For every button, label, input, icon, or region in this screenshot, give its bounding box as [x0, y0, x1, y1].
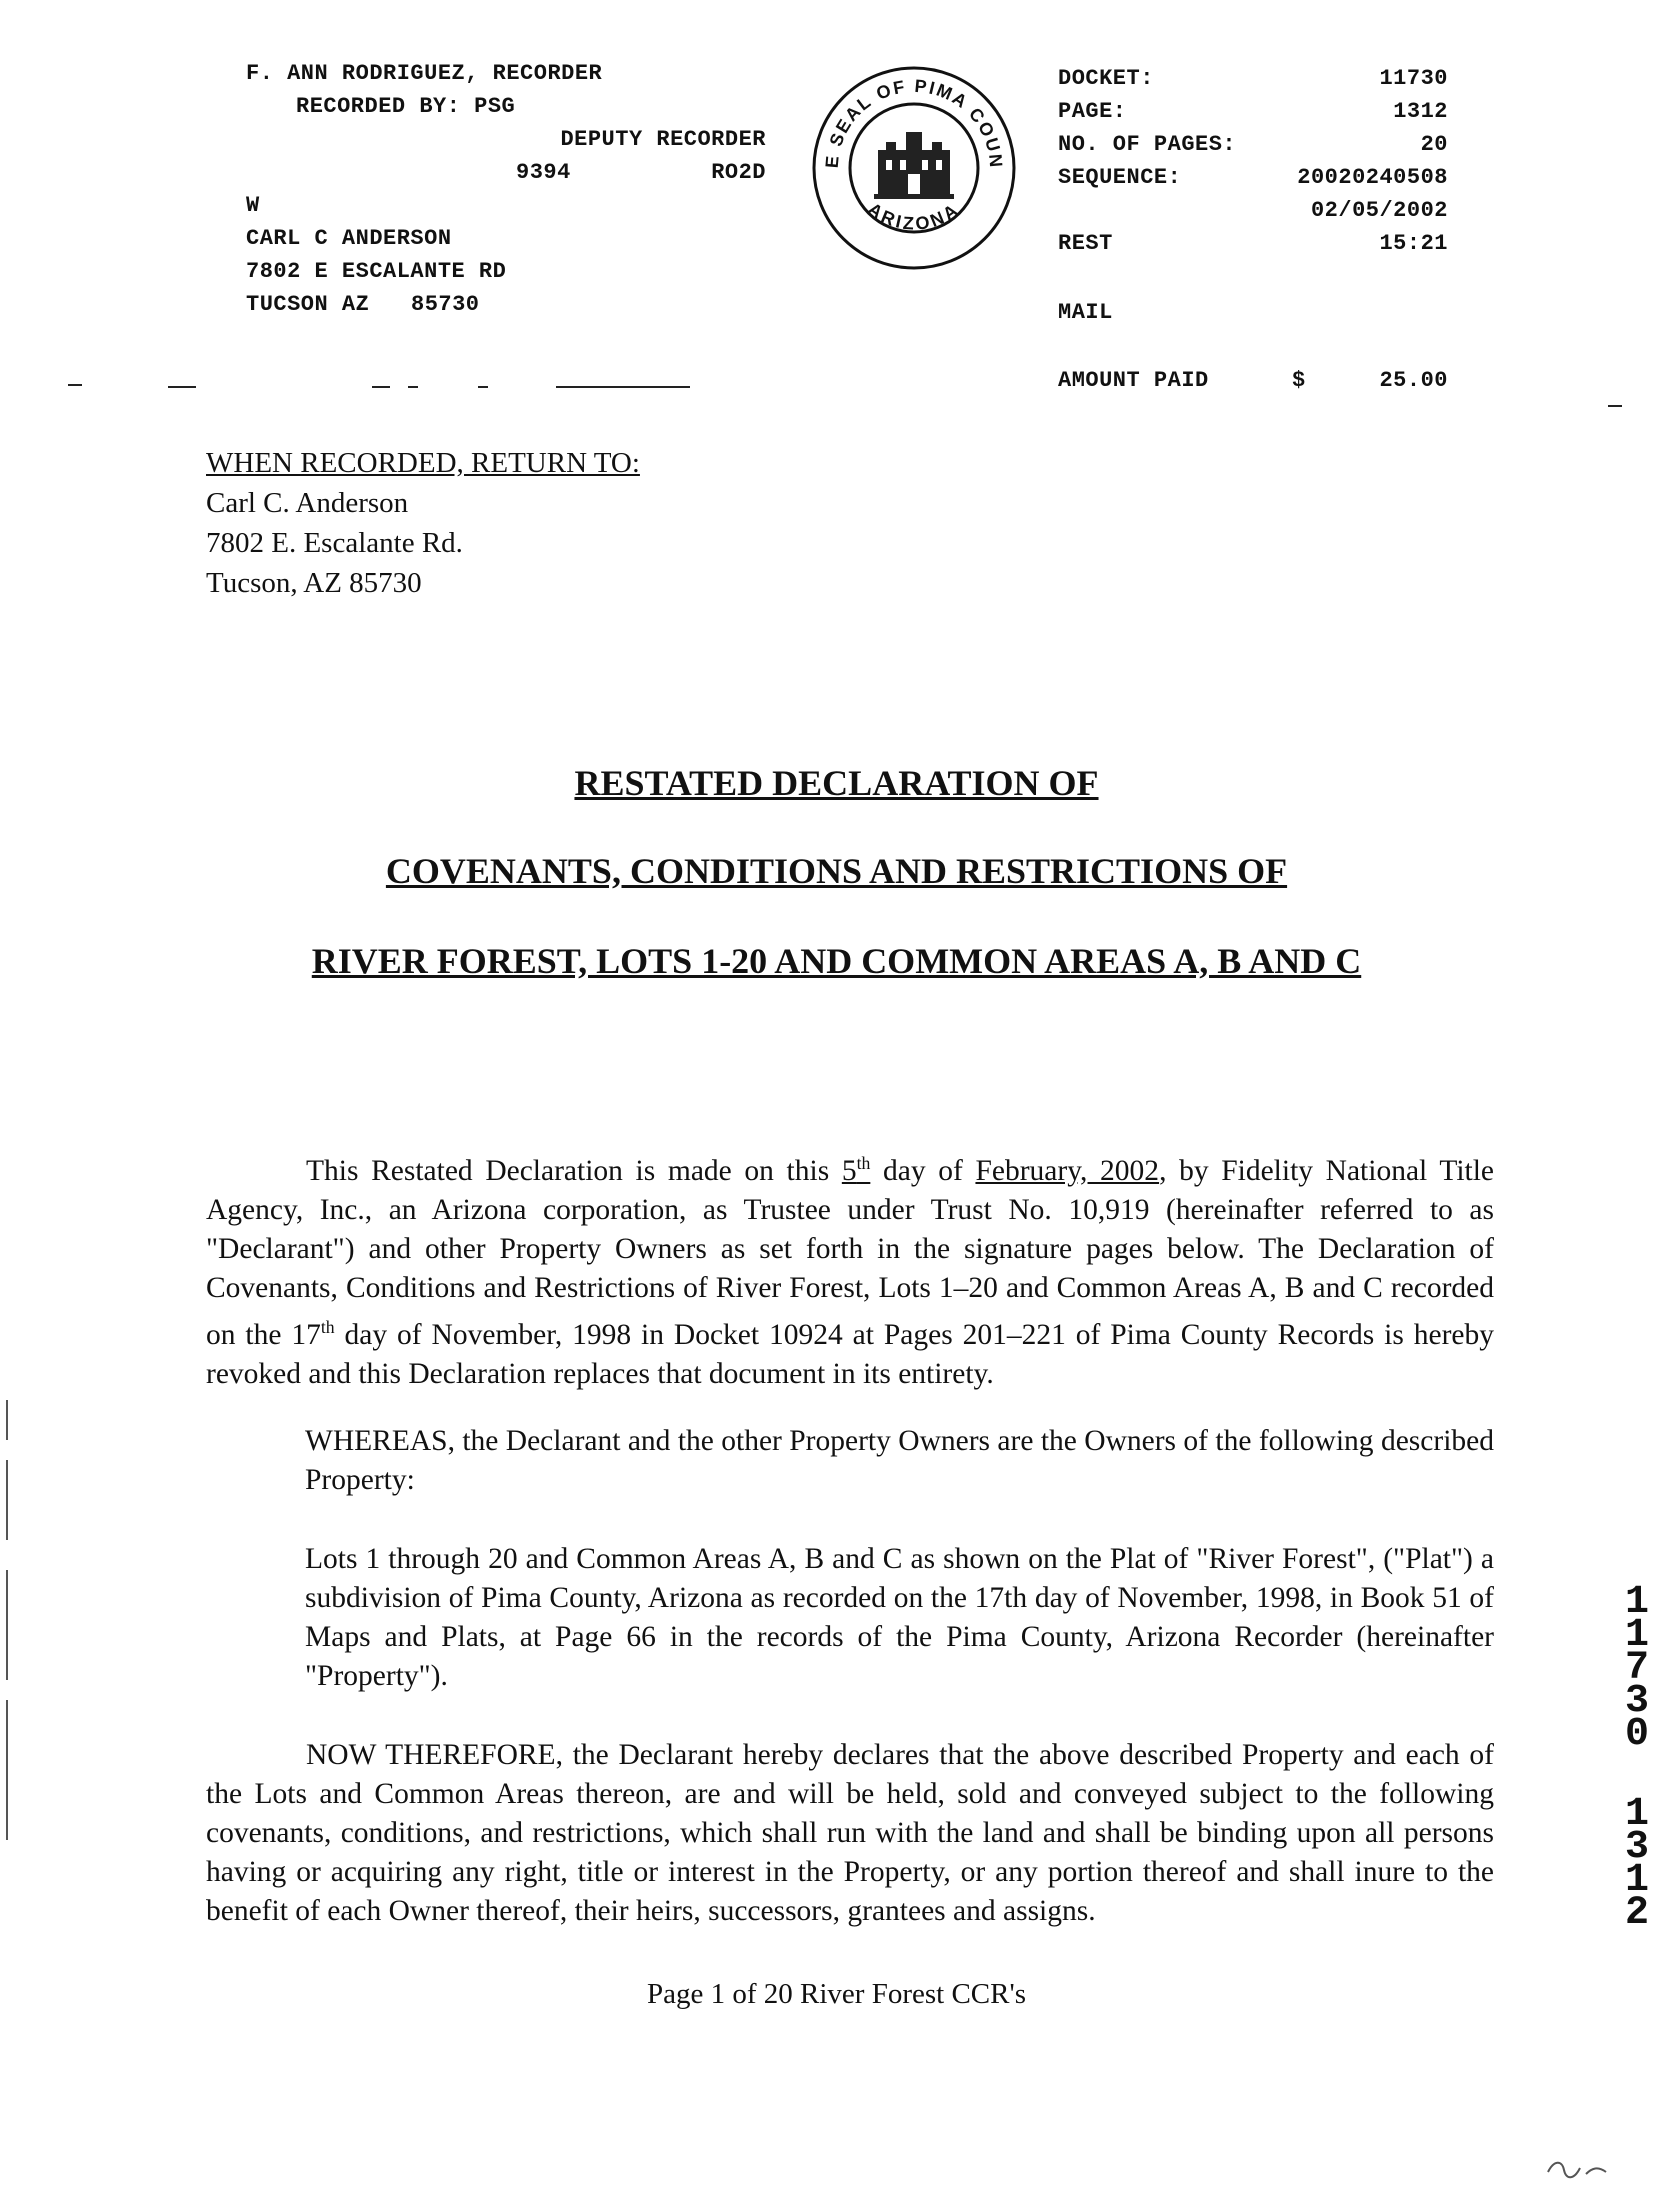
scan-dash: [478, 386, 488, 388]
scan-edge-mark: [6, 1400, 8, 1440]
recorded-date: 02/05/2002: [1310, 198, 1448, 223]
scan-dash: [1608, 405, 1622, 407]
initials-mark: [1540, 2150, 1620, 2190]
mail-label: MAIL: [1058, 300, 1113, 325]
paragraph-property: Lots 1 through 20 and Common Areas A, B and C as shown on the Plat of "River Forest", ("Plat") a subdivision of Pima County, Arizona as recorded on the 17th day of November, 1998, in Book 51 of Maps and Plats, at Page 66 in the records of the Pima County, Arizona Recorder (hereinafter "Property").: [305, 1543, 1494, 1692]
pages-value: 20: [1420, 132, 1448, 157]
address-name: CARL C ANDERSON: [246, 226, 452, 251]
address-city: TUCSON AZ: [246, 292, 370, 317]
sequence-value: 20020240508: [1297, 165, 1448, 190]
paragraph-intro: This Restated Declaration is made on this 5th day of February, 2002, by Fidelity National Title Agency, Inc., an Arizona corporation, as Trustee under Trust No. 10,919 (hereinafter referred to as "Declarant") and other Property Owners as set forth in the signature pages below. The Declaration of Covenants, Conditions and Restrictions of River Forest, Lots 1–20 and Common Areas A, B and C recorded on the 17th day of November, 1998 in Docket 10924 at Pages 201–221 of Pima County Records is hereby revoked and this Declaration replaces that document in its entirety.: [206, 1153, 1495, 1390]
scribble-icon: [1540, 2150, 1620, 2190]
recorder-code2: RO2D: [711, 160, 766, 185]
margin-stamp-page: 1 3 1 2: [1624, 1792, 1649, 1936]
seal-bottom-text: ARIZONA: [864, 198, 964, 234]
sequence-label: SEQUENCE:: [1058, 165, 1182, 190]
paragraph-whereas: WHEREAS, the Declarant and the other Property Owners are the Owners of the following described Property:: [305, 1425, 1494, 1496]
title-line-3: RIVER FOREST, LOTS 1-20 AND COMMON AREAS A, B AND C: [311, 941, 1362, 981]
address-street: 7802 E ESCALANTE RD: [246, 259, 507, 284]
amount-label: AMOUNT PAID: [1058, 368, 1209, 393]
scan-edge-mark: [6, 1460, 8, 1540]
address-marker: W: [246, 193, 260, 218]
title-line-1: RESTATED DECLARATION OF: [574, 763, 1099, 803]
scan-edge-mark: [6, 1570, 8, 1680]
recorded-by: RECORDED BY: PSG: [296, 94, 516, 119]
page-footer: Page 1 of 20 River Forest CCR's: [647, 1978, 1026, 2010]
return-to-street: 7802 E. Escalante Rd.: [206, 527, 463, 559]
county-seal: [808, 62, 1020, 274]
return-to-city: Tucson, AZ 85730: [206, 567, 422, 599]
rest-label: REST: [1058, 231, 1113, 256]
scan-dash: [168, 386, 196, 388]
scan-dash: [408, 386, 418, 388]
scan-edge-mark: [6, 1700, 8, 1840]
deputy-recorder: DEPUTY RECORDER: [560, 127, 766, 152]
recorder-name: F. ANN RODRIGUEZ, RECORDER: [246, 61, 603, 86]
amount-value: 25.00: [1379, 368, 1448, 393]
scan-dash: [372, 386, 390, 388]
return-to-heading: WHEN RECORDED, RETURN TO:: [206, 447, 640, 479]
margin-stamp-docket: 1 1 7 3 0: [1624, 1580, 1649, 1757]
recorded-time: 15:21: [1379, 231, 1448, 256]
scan-dash: [556, 386, 690, 388]
page-value: 1312: [1393, 99, 1448, 124]
return-to-block: [206, 443, 640, 603]
return-to-name: Carl C. Anderson: [206, 487, 409, 519]
docket-value: 11730: [1379, 66, 1448, 91]
paragraph-now-therefore: NOW THEREFORE, the Declarant hereby declares that the above described Property and each of the Lots and Common Areas thereon, are and will be held, sold and conveyed subject to the following covenants, conditions, and restrictions, which shall run with the land and shall be binding upon all persons having or acquiring any right, title or interest in the Property, or any portion thereof and shall inure to the benefit of each Owner thereof, their heirs, successors, grantees and assigns.: [206, 1739, 1494, 1927]
mailing-address: [246, 189, 666, 329]
seal-top-text: E SEAL OF PIMA COUN: [821, 75, 1007, 170]
seal-icon: [808, 62, 1020, 274]
recorder-code1: 9394: [516, 160, 571, 185]
declaration-date: February, 2002: [975, 1154, 1160, 1187]
pages-label: NO. OF PAGES:: [1058, 132, 1237, 157]
scan-dash: [68, 384, 82, 386]
docket-label: DOCKET:: [1058, 66, 1154, 91]
title-line-2: COVENANTS, CONDITIONS AND RESTRICTIONS OF: [385, 851, 1288, 891]
svg-text:ARIZONA: [864, 199, 963, 234]
address-zip: 85730: [411, 292, 480, 317]
page-label: PAGE:: [1058, 99, 1127, 124]
docket-block: [1058, 62, 1448, 402]
amount-currency: $: [1292, 368, 1306, 393]
